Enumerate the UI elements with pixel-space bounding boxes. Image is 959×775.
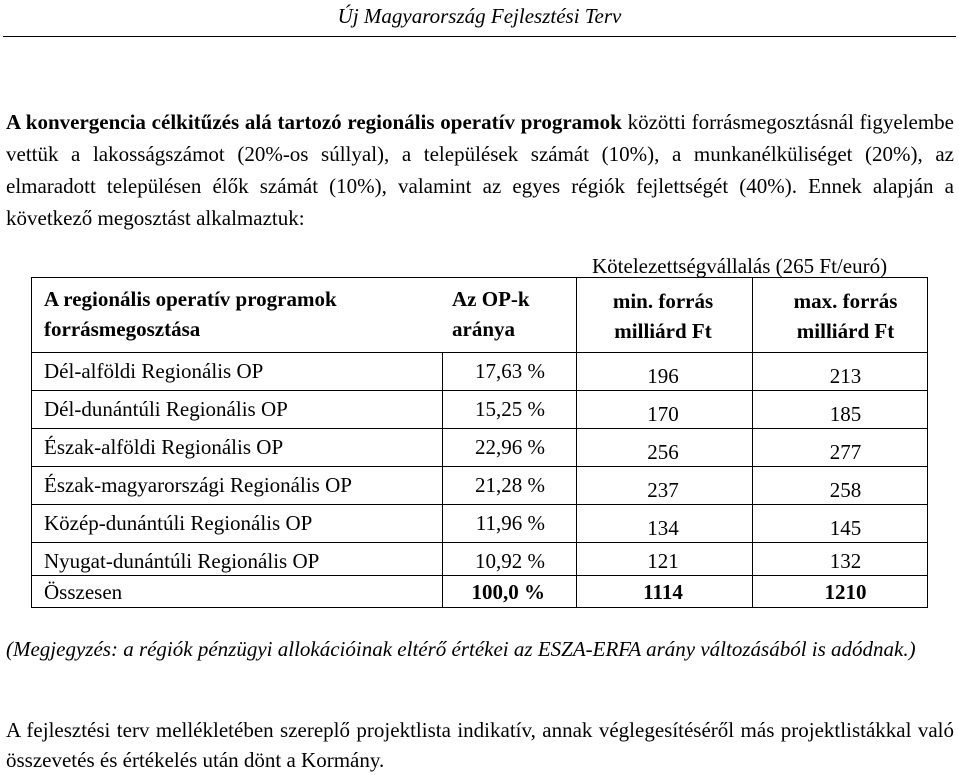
column-divider: [576, 278, 577, 352]
header-program: [44, 284, 337, 344]
row-name: Észak-alföldi Regionális OP: [44, 435, 284, 459]
row-max: 277: [829, 440, 862, 464]
header-share-line2: aránya: [452, 317, 515, 341]
row-name: Dél-alföldi Regionális OP: [44, 359, 264, 383]
table-total-row: [32, 576, 927, 608]
total-min: 1114: [643, 580, 683, 604]
row-name: Dél-dunántúli Regionális OP: [44, 397, 288, 421]
header-min-line2: milliárd Ft: [614, 319, 712, 343]
header-max: [762, 286, 929, 346]
header-share: [452, 284, 530, 344]
row-min: 256: [647, 440, 679, 464]
intro-paragraph: [6, 106, 954, 234]
row-name: Észak-magyarországi Regionális OP: [44, 473, 352, 497]
row-min: 196: [647, 364, 679, 388]
header-share-line1: Az OP-k: [452, 287, 530, 311]
row-min: 121: [647, 549, 679, 573]
row-name: Közép-dunántúli Regionális OP: [44, 511, 313, 535]
table-header: [31, 277, 928, 353]
header-program-line2: forrásmegosztása: [44, 317, 201, 341]
row-min: 237: [647, 478, 679, 502]
table-body: [31, 353, 928, 608]
row-share: 22,96 %: [475, 435, 545, 459]
header-max-line1: max. forrás: [793, 289, 898, 313]
commitment-header: Kötelezettségvállalás (265 Ft/euró): [592, 254, 888, 278]
row-max: 145: [829, 516, 862, 540]
row-share: 17,63 %: [475, 359, 545, 383]
header-divider: [3, 36, 956, 37]
allocation-table: [31, 250, 928, 608]
total-max: 1210: [824, 580, 867, 604]
header-max-line2: milliárd Ft: [796, 319, 895, 343]
table-row: [32, 353, 927, 391]
total-share: 100,0 %: [471, 580, 545, 604]
table-row: [32, 391, 927, 429]
closing-paragraph: A fejlesztési terv mellékletében szereplő projektlista indikatív, annak véglegesítéséről más projektlistákkal való összevetés és értékelés után dönt a Kormány.: [6, 718, 954, 772]
row-share: 11,96 %: [475, 511, 545, 535]
table-row: [32, 543, 927, 575]
table-row: [32, 505, 927, 543]
row-max: 185: [829, 402, 862, 426]
intro-text: közötti forrásmegosztásnál figyelembe vettük a lakosságszámot (20%-os súllyal), a települések számát (10%), a munkanélküliséget (20%), az elmaradott településen élők számát (10%), valamint az egyes régiók fejlettségét (40%). Ennek alapján a következő megosztást alkalmaztuk:: [6, 110, 955, 230]
total-name: Összesen: [44, 580, 123, 604]
header-min-line1: min. forrás: [612, 289, 714, 313]
header-min: [586, 286, 740, 346]
row-max: 213: [829, 364, 862, 388]
table-row: [32, 429, 927, 467]
table-row: [32, 467, 927, 505]
row-share: 10,92 %: [475, 549, 545, 573]
row-share: 15,25 %: [475, 397, 545, 421]
row-min: 134: [647, 516, 679, 540]
row-max: 258: [829, 478, 862, 502]
note-paragraph: (Megjegyzés: a régiók pénzügyi allokációinak eltérő értékei az ESZA-ERFA arány változásából is adódnak.): [6, 637, 916, 661]
header-program-line1: A regionális operatív programok: [44, 287, 337, 311]
column-divider: [752, 278, 753, 352]
row-name: Nyugat-dunántúli Regionális OP: [44, 549, 320, 573]
row-max: 132: [829, 549, 862, 573]
intro-bold-lead: A konvergencia célkitűzés alá tartozó regionális operatív programok: [6, 110, 622, 134]
page-header-title: Új Magyarország Fejlesztési Terv: [337, 4, 622, 28]
row-share: 21,28 %: [475, 473, 545, 497]
row-min: 170: [647, 402, 679, 426]
